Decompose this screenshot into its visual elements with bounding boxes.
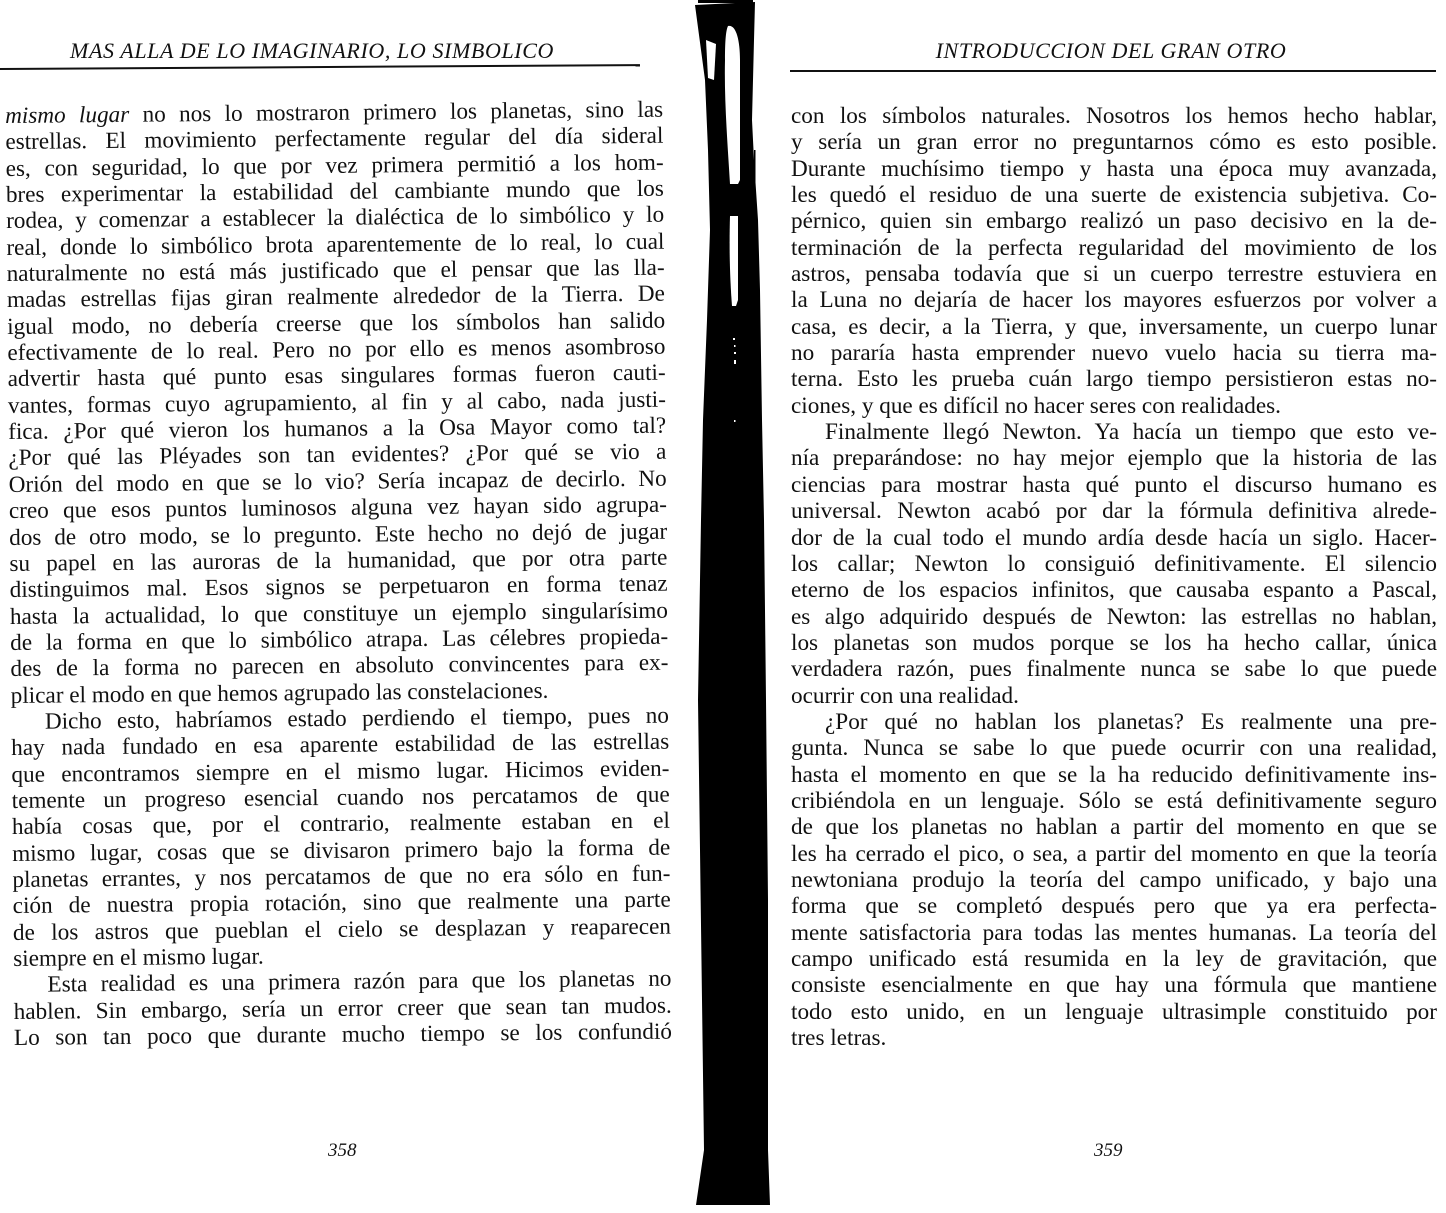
- line-text: des de la forma no parecen en absoluto convincentes para ex-: [10, 649, 669, 683]
- line-text: distinguimos mal. Esos signos se perpetuaron en forma tenaz: [9, 570, 668, 604]
- text-line: [791, 525, 1437, 551]
- line-text: gunta. Nunca se sabe lo que puede ocurrir con una realidad,: [791, 735, 1437, 762]
- line-text: la Luna no dejaría de hacer los mayores esfuerzos por volver a: [791, 287, 1437, 314]
- line-text: terminación de la perfecta regularidad del movimiento de los: [791, 234, 1437, 261]
- line-text: naturalmente no está más justificado que el pensar que las lla-: [6, 254, 665, 288]
- line-text: dor de la cual todo el mundo ardía desde hacía un siglo. Hacer-: [791, 524, 1437, 551]
- line-text: newtoniana produjo la teoría del campo unificado, y bajo una: [791, 866, 1437, 893]
- text-line: [791, 762, 1437, 788]
- line-text: los callar; Newton lo consiguió definitivamente. El silencio: [791, 550, 1437, 577]
- page-number-left: 358: [328, 1140, 357, 1161]
- text-line: [791, 893, 1437, 919]
- text-line: [791, 577, 1437, 603]
- line-text: bres experimentar la estabilidad del cambiante mundo que los: [5, 175, 664, 209]
- running-head-left: MAS ALLA DE LO IMAGINARIO, LO SIMBOLICO: [70, 38, 554, 63]
- line-text: Dicho esto, habríamos estado perdiendo el tiempo, pues no: [44, 702, 670, 735]
- spine-shadow-graphic: [670, 0, 780, 1213]
- line-text: consiste esencialmente en que hay una fórmula que mantiene: [791, 972, 1437, 999]
- line-text: vantes, formas cuyo agrupamiento, al fin y al cabo, nada justi-: [7, 386, 667, 419]
- text-line: [791, 419, 1437, 445]
- text-line: [791, 156, 1437, 182]
- body-text-right: [791, 103, 1437, 1051]
- text-line: [791, 814, 1437, 840]
- text-line: [791, 366, 1437, 392]
- left-page: [0, 0, 673, 1213]
- text-line: [791, 208, 1437, 234]
- right-page: [788, 0, 1446, 1213]
- text-line: [791, 235, 1437, 261]
- text-line: [791, 393, 1437, 419]
- line-text: hablen. Sin embargo, sería un error creer que sean tan mudos.: [13, 992, 672, 1025]
- line-text: su papel en las auroras de la humanidad, que por otra parte: [9, 544, 668, 577]
- line-text: es algo adquirido después de Newton: las estrellas no hablan,: [791, 603, 1437, 630]
- page-number-right: 359: [1094, 1140, 1123, 1161]
- text-line: [791, 287, 1437, 313]
- text-line: [791, 314, 1437, 340]
- line-text: dos de otro modo, se lo pregunto. Este hecho no dejó de jugar: [9, 518, 668, 551]
- text-line: [791, 946, 1437, 972]
- text-line: [791, 1025, 1437, 1051]
- line-text: real, donde lo simbólico brota aparentemente de lo real, lo cual: [6, 228, 665, 261]
- line-text: mente satisfactoria para todas las mentes humanas. La teoría del: [791, 919, 1437, 946]
- line-text: rodea, y comenzar a establecer la dialéctica de lo simbólico y lo: [6, 202, 665, 235]
- line-text: ¿Por qué no hablan los planetas? Es realmente una pre-: [825, 708, 1437, 735]
- header-rule-left: [0, 64, 640, 70]
- line-text: astros, pensaba todavía que si un cuerpo terrestre estuviera en: [791, 261, 1437, 288]
- text-line: [791, 999, 1437, 1025]
- text-line: [791, 261, 1437, 287]
- line-text: tres letras.: [791, 1025, 887, 1052]
- book-spine-gutter: [670, 0, 780, 1213]
- text-line: [791, 472, 1437, 498]
- line-text: Finalmente llegó Newton. Ya hacía un tiempo que esto ve-: [825, 419, 1437, 446]
- text-line: [791, 735, 1437, 761]
- text-line: [791, 920, 1437, 946]
- line-text: les quedó el residuo de una suerte de existencia subjetiva. Co-: [791, 182, 1437, 209]
- text-line: [791, 551, 1437, 577]
- line-text: ciones, y que es difícil no hacer seres con realidades.: [791, 392, 1281, 419]
- line-text: ción de nuestra propia rotación, sino que realmente una parte: [12, 886, 671, 920]
- text-line: [791, 604, 1437, 630]
- line-text: plicar el modo en que hemos agrupado las constelaciones.: [10, 677, 549, 709]
- line-text: estrellas. El movimiento perfectamente regular del día sideral: [5, 123, 664, 156]
- text-line: [791, 683, 1437, 709]
- line-text: con los símbolos naturales. Nosotros los hemos hecho hablar,: [791, 103, 1437, 129]
- line-text: Lo son tan poco que durante mucho tiempo se los confundió: [13, 1018, 673, 1051]
- text-line: [791, 656, 1437, 682]
- line-text: de los astros que pueblan el cielo se desplazan y reaparecen: [12, 913, 672, 946]
- line-text: Durante muchísimo tiempo y hasta una época muy avanzada,: [791, 155, 1437, 182]
- text-line: [791, 972, 1437, 998]
- line-text: nía preparándose: no hay mejor ejemplo que la historia de las: [791, 445, 1437, 472]
- line-text: no nos lo mostraron primero los planetas, sino las: [129, 96, 664, 128]
- line-text: igual modo, no debería creerse que los símbolos han salido: [7, 307, 666, 340]
- line-text: terna. Esto les prueba cuán largo tiempo persistieron estas no-: [791, 366, 1437, 393]
- line-text: había cosas que, por el contrario, realmente estaban en el: [11, 807, 671, 841]
- line-text: creo que esos puntos luminosos alguna vez hayan sido agrupa-: [8, 491, 668, 525]
- line-text: fica. ¿Por qué vieron los humanos a la Osa Mayor como tal?: [8, 412, 667, 446]
- line-text: verdadera razón, pues finalmente nunca se sabe lo que puede: [791, 656, 1437, 683]
- line-text: advertir hasta qué punto esas singulares formas fueron cauti-: [7, 360, 666, 393]
- text-line: [791, 867, 1437, 893]
- line-text: Orión del modo en que se lo vio? Sería incapaz de decirlo. No: [8, 465, 667, 498]
- line-text: campo unificado está resumida en la ley de gravitación, que: [791, 946, 1437, 972]
- text-line: [791, 788, 1437, 814]
- italic-phrase: mismo lugar: [5, 101, 130, 129]
- line-text: ciencias para mostrar hasta qué punto el discurso humano es: [791, 471, 1437, 498]
- line-text: hasta la actualidad, lo que constituye un ejemplo singularísimo: [9, 597, 669, 630]
- line-text: forma que se completó después pero que ya era perfecta-: [791, 893, 1437, 920]
- line-text: cribiéndola en un lenguaje. Sólo se está definitivamente seguro: [791, 787, 1437, 814]
- line-text: hasta el momento en que se la ha reducido definitivamente ins-: [791, 761, 1437, 788]
- text-line: [791, 498, 1437, 524]
- line-text: y sería un gran error no preguntarnos cómo es esto posible.: [791, 129, 1437, 156]
- line-text: no pararía hasta emprender nuevo vuelo hacia su tierra ma-: [791, 340, 1437, 367]
- line-text: universal. Newton acabó por dar la fórmula definitiva alrede-: [791, 498, 1437, 525]
- running-head-right: INTRODUCCION DEL GRAN OTRO: [935, 38, 1287, 63]
- text-line: [791, 103, 1437, 129]
- text-line: [791, 709, 1437, 735]
- line-text: casa, es decir, a la Tierra, y que, inversamente, un cuerpo lunar: [791, 313, 1437, 340]
- line-text: de la forma en que lo simbólico atrapa. Las célebres propieda-: [10, 623, 669, 656]
- line-text: de que los planetas no hablan a partir del momento en que se: [791, 814, 1437, 841]
- line-text: temente un progreso esencial cuando nos percatamos de que: [11, 781, 670, 814]
- line-text: efectivamente de lo real. Pero no por ello es menos asombroso: [7, 333, 666, 367]
- text-line: [791, 445, 1437, 471]
- text-line: [791, 630, 1437, 656]
- line-text: pérnico, quien sin embargo realizó un paso decisivo en la de-: [791, 208, 1437, 235]
- line-text: mismo lugar, cosas que se divisaron primero bajo la forma de: [12, 834, 671, 867]
- text-line: [14, 1019, 672, 1052]
- line-text: hay nada fundado en esa aparente estabilidad de las estrellas: [11, 728, 670, 762]
- line-text: eterno de los espacios infinitos, que causaba espanto a Pascal,: [791, 577, 1437, 604]
- line-text: ¿Por qué las Pléyades son tan evidentes? ¿Por qué se vio a: [8, 439, 667, 472]
- line-text: planetas errantes, y nos percatamos de que no era sólo en fun-: [12, 860, 671, 893]
- line-text: es, con seguridad, lo que por vez primera permitió a los hom-: [5, 149, 664, 182]
- text-line: [791, 841, 1437, 867]
- line-text: que encontramos siempre en el mismo lugar. Hicimos eviden-: [11, 755, 670, 788]
- line-text: les ha cerrado el pico, o sea, a partir del momento en que la teoría: [791, 840, 1437, 867]
- line-text: Esta realidad es una primera razón para que los planetas no: [47, 965, 672, 998]
- text-line: [791, 129, 1437, 155]
- header-rule-right: [790, 70, 1436, 72]
- line-text: ocurrir con una realidad.: [791, 682, 1019, 709]
- text-line: [791, 182, 1437, 208]
- line-text: siempre en el mismo lugar.: [13, 943, 264, 972]
- line-text: madas estrellas fijas giran realmente alrededor de la Tierra. De: [6, 281, 665, 314]
- line-text: todo esto unido, en un lenguaje ultrasimple constituido por: [791, 998, 1437, 1025]
- line-text: los planetas son mudos porque se los ha hecho callar, única: [791, 629, 1437, 656]
- text-line: [791, 340, 1437, 366]
- body-text-left: [5, 97, 672, 1052]
